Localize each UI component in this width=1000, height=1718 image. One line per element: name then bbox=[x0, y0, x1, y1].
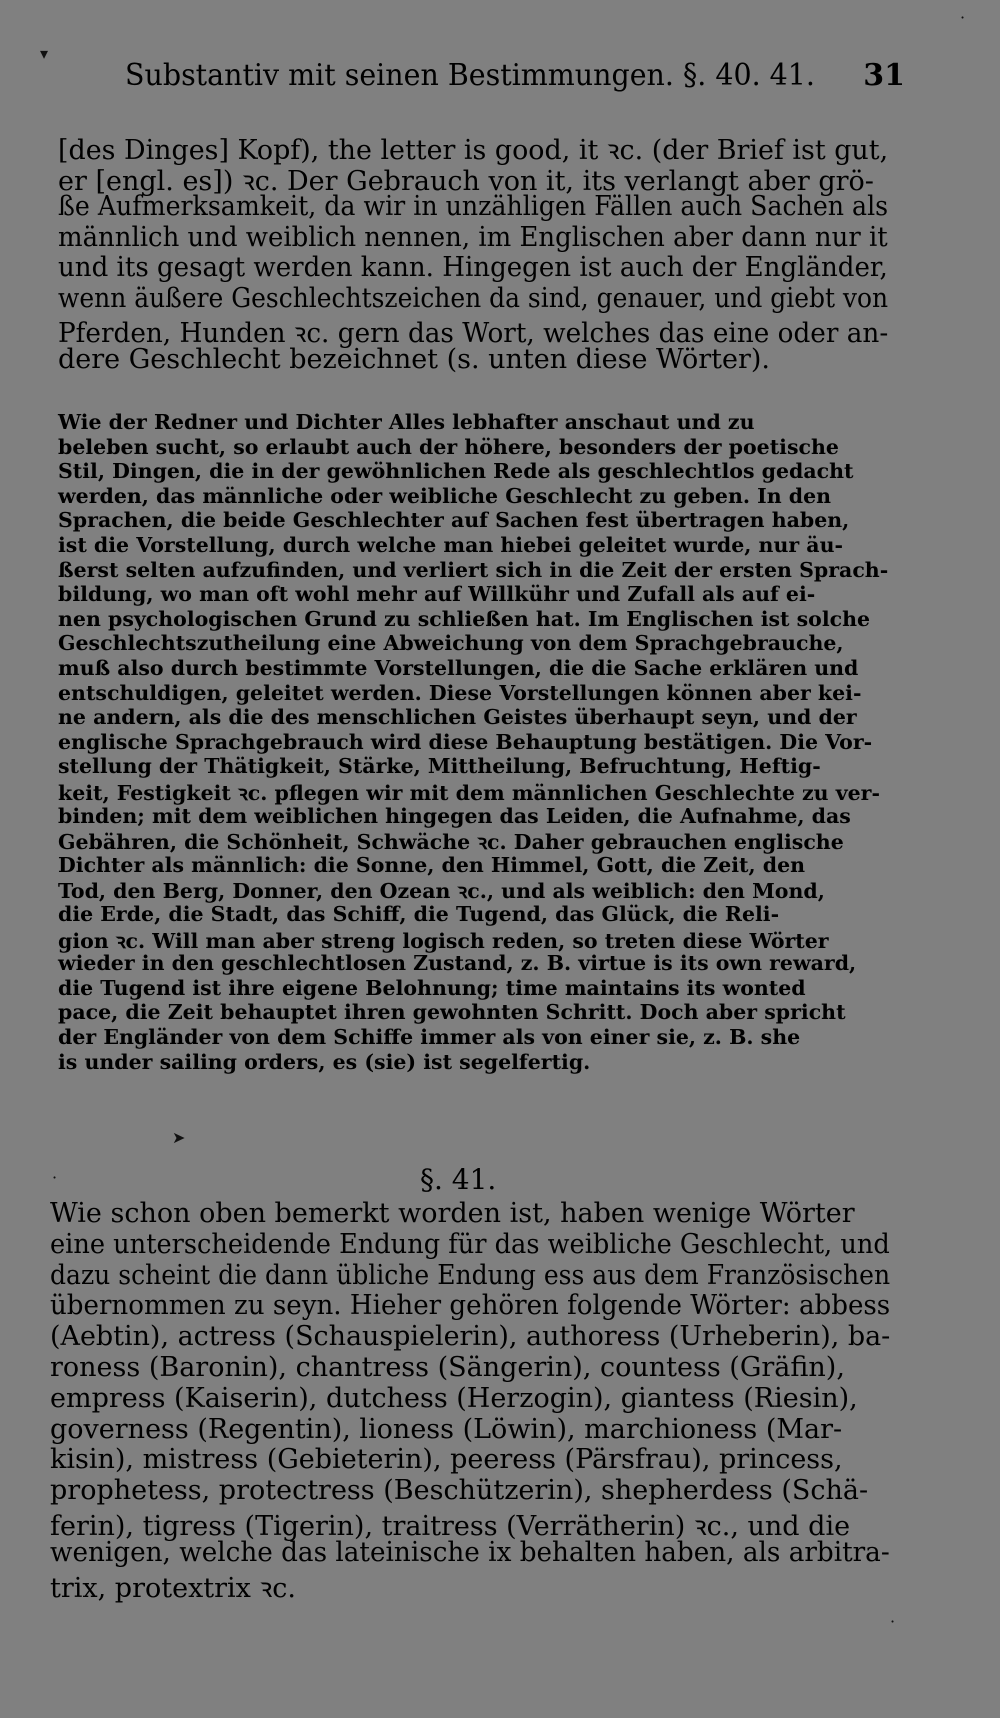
note-line: beleben sucht, so erlaubt auch der höhere, besonders der poetische bbox=[58, 434, 839, 459]
note-line: die Erde, die Stadt, das Schiff, die Tugend, das Glück, die Reli- bbox=[58, 902, 780, 926]
note-line: is under sailing orders, es (sie) ist segelfertig. bbox=[58, 1049, 591, 1074]
note-line: ßerst selten aufzufinden, und verliert sich in die Zeit der ersten Sprach- bbox=[58, 557, 889, 582]
section-heading: §. 41. bbox=[420, 1163, 497, 1196]
note-line: Wie der Redner und Dichter Alles lebhafter anschaut und zu bbox=[58, 410, 755, 434]
scan-speck: ➤ bbox=[172, 1128, 186, 1147]
running-header bbox=[125, 58, 905, 108]
note-line: binden; mit dem weiblichen hingegen das Leiden, die Aufnahme, das bbox=[58, 803, 851, 828]
scan-speck: · bbox=[52, 1168, 58, 1187]
text-line: ße Aufmerksamkeit, da wir in unzähligen Fällen auch Sachen als bbox=[58, 191, 889, 222]
text-line: männlich und weiblich nennen, im Englischen aber dann nur it bbox=[58, 221, 888, 253]
note-line: Sprachen, die beide Geschlechter auf Sachen fest übertragen haben, bbox=[58, 508, 850, 533]
note-line: wieder in den geschlechtlosen Zustand, z. B. virtue is its own reward, bbox=[58, 951, 857, 976]
text-line: ferin), tigress (Tigerin), traitress (Verrätherin) ꝛc., und die bbox=[50, 1511, 851, 1542]
note-line: pace, die Zeit behauptet ihren gewohnten Schritt. Doch aber spricht bbox=[58, 1000, 846, 1025]
text-line: prophetess, protectress (Beschützerin), shepherdess (Schä- bbox=[50, 1475, 869, 1507]
note-line: stellung der Thätigkeit, Stärke, Mittheilung, Befruchtung, Heftig- bbox=[58, 754, 821, 779]
note-line: keit, Festigkeit ꝛc. pflegen wir mit dem männlichen Geschlechte zu ver- bbox=[58, 781, 880, 805]
note-line: Tod, den Berg, Donner, den Ozean ꝛc., und als weiblich: den Mond, bbox=[58, 879, 825, 904]
text-line: (Aebtin), actress (Schauspielerin), authoress (Urheberin), ba- bbox=[50, 1321, 891, 1353]
note-line: Gebähren, die Schönheit, Schwäche ꝛc. Daher gebrauchen englische bbox=[58, 830, 844, 855]
note-line: Stil, Dingen, die in der gewöhnlichen Rede als geschlechtlos gedacht bbox=[58, 459, 854, 484]
scan-speck: · bbox=[890, 1612, 896, 1631]
note-line: Geschlechtszutheilung eine Abweichung von dem Sprachgebrauche, bbox=[58, 631, 844, 656]
text-line: er [engl. es]) ꝛc. Der Gebrauch von it, its verlangt aber grö- bbox=[58, 165, 874, 197]
text-line: eine unterscheidende Endung für das weibliche Geschlecht, und bbox=[50, 1228, 890, 1260]
page-number: 31 bbox=[863, 58, 905, 93]
text-line: roness (Baronin), chantress (Sängerin), countess (Gräfin), bbox=[50, 1352, 845, 1383]
note-line: englische Sprachgebrauch wird diese Behauptung bestätigen. Die Vor- bbox=[58, 729, 873, 754]
note-line: ne andern, als die des menschlichen Geistes überhaupt seyn, und der bbox=[58, 705, 857, 730]
header-title: Substantiv mit seinen Bestimmungen. §. 40. 41. bbox=[125, 58, 815, 93]
text-line: kisin), mistress (Gebieterin), peeress (Pärsfrau), princess, bbox=[50, 1444, 843, 1476]
note-line: Dichter als männlich: die Sonne, den Himmel, Gott, die Zeit, den bbox=[58, 852, 806, 877]
note-line: werden, das männliche oder weibliche Geschlecht zu geben. In den bbox=[58, 483, 832, 508]
note-line: muß also durch bestimmte Vorstellungen, die die Sache erklären und bbox=[58, 656, 859, 680]
scan-speck: · bbox=[960, 8, 966, 27]
note-line: ist die Vorstellung, durch welche man hiebei geleitet wurde, nur äu- bbox=[58, 533, 843, 557]
text-line: trix, protextrix ꝛc. bbox=[50, 1572, 296, 1604]
text-line: wenn äußere Geschlechtszeichen da sind, genauer, und giebt von bbox=[58, 282, 889, 314]
text-line: governess (Regentin), lioness (Löwin), marchioness (Mar- bbox=[50, 1413, 843, 1445]
scan-speck: ▾ bbox=[40, 44, 49, 63]
text-line: dere Geschlecht bezeichnet (s. unten diese Wörter). bbox=[58, 343, 770, 375]
text-line: übernommen zu seyn. Hieher gehören folgende Wörter: abbess bbox=[50, 1290, 891, 1322]
note-line: der Engländer von dem Schiffe immer als von einer sie, z. B. she bbox=[58, 1025, 801, 1049]
text-line: dazu scheint die dann übliche Endung ess aus dem Französischen bbox=[50, 1259, 891, 1291]
note-line: entschuldigen, geleitet werden. Diese Vorstellungen können aber kei- bbox=[58, 680, 862, 705]
text-line: [des Dinges] Kopf), the letter is good, it ꝛc. (der Brief ist gut, bbox=[58, 135, 889, 166]
text-line: Wie schon oben bemerkt worden ist, haben wenige Wörter bbox=[50, 1198, 855, 1229]
note-line: bildung, wo man oft wohl mehr auf Willkühr und Zufall als auf ei- bbox=[58, 582, 816, 607]
note-line: nen psychologischen Grund zu schließen hat. Im Englischen ist solche bbox=[58, 606, 871, 631]
note-line: gion ꝛc. Will man aber streng logisch reden, so treten diese Wörter bbox=[58, 928, 829, 953]
text-line: Pferden, Hunden ꝛc. gern das Wort, welches das eine oder an- bbox=[58, 318, 889, 349]
text-line: und its gesagt werden kann. Hingegen ist auch der Engländer, bbox=[58, 252, 888, 283]
note-line: die Tugend ist ihre eigene Belohnung; time maintains its wonted bbox=[58, 975, 806, 1000]
text-line: wenigen, welche das lateinische ix behalten haben, als arbitra- bbox=[50, 1536, 890, 1568]
text-line: empress (Kaiserin), dutchess (Herzogin), giantess (Riesin), bbox=[50, 1382, 858, 1414]
